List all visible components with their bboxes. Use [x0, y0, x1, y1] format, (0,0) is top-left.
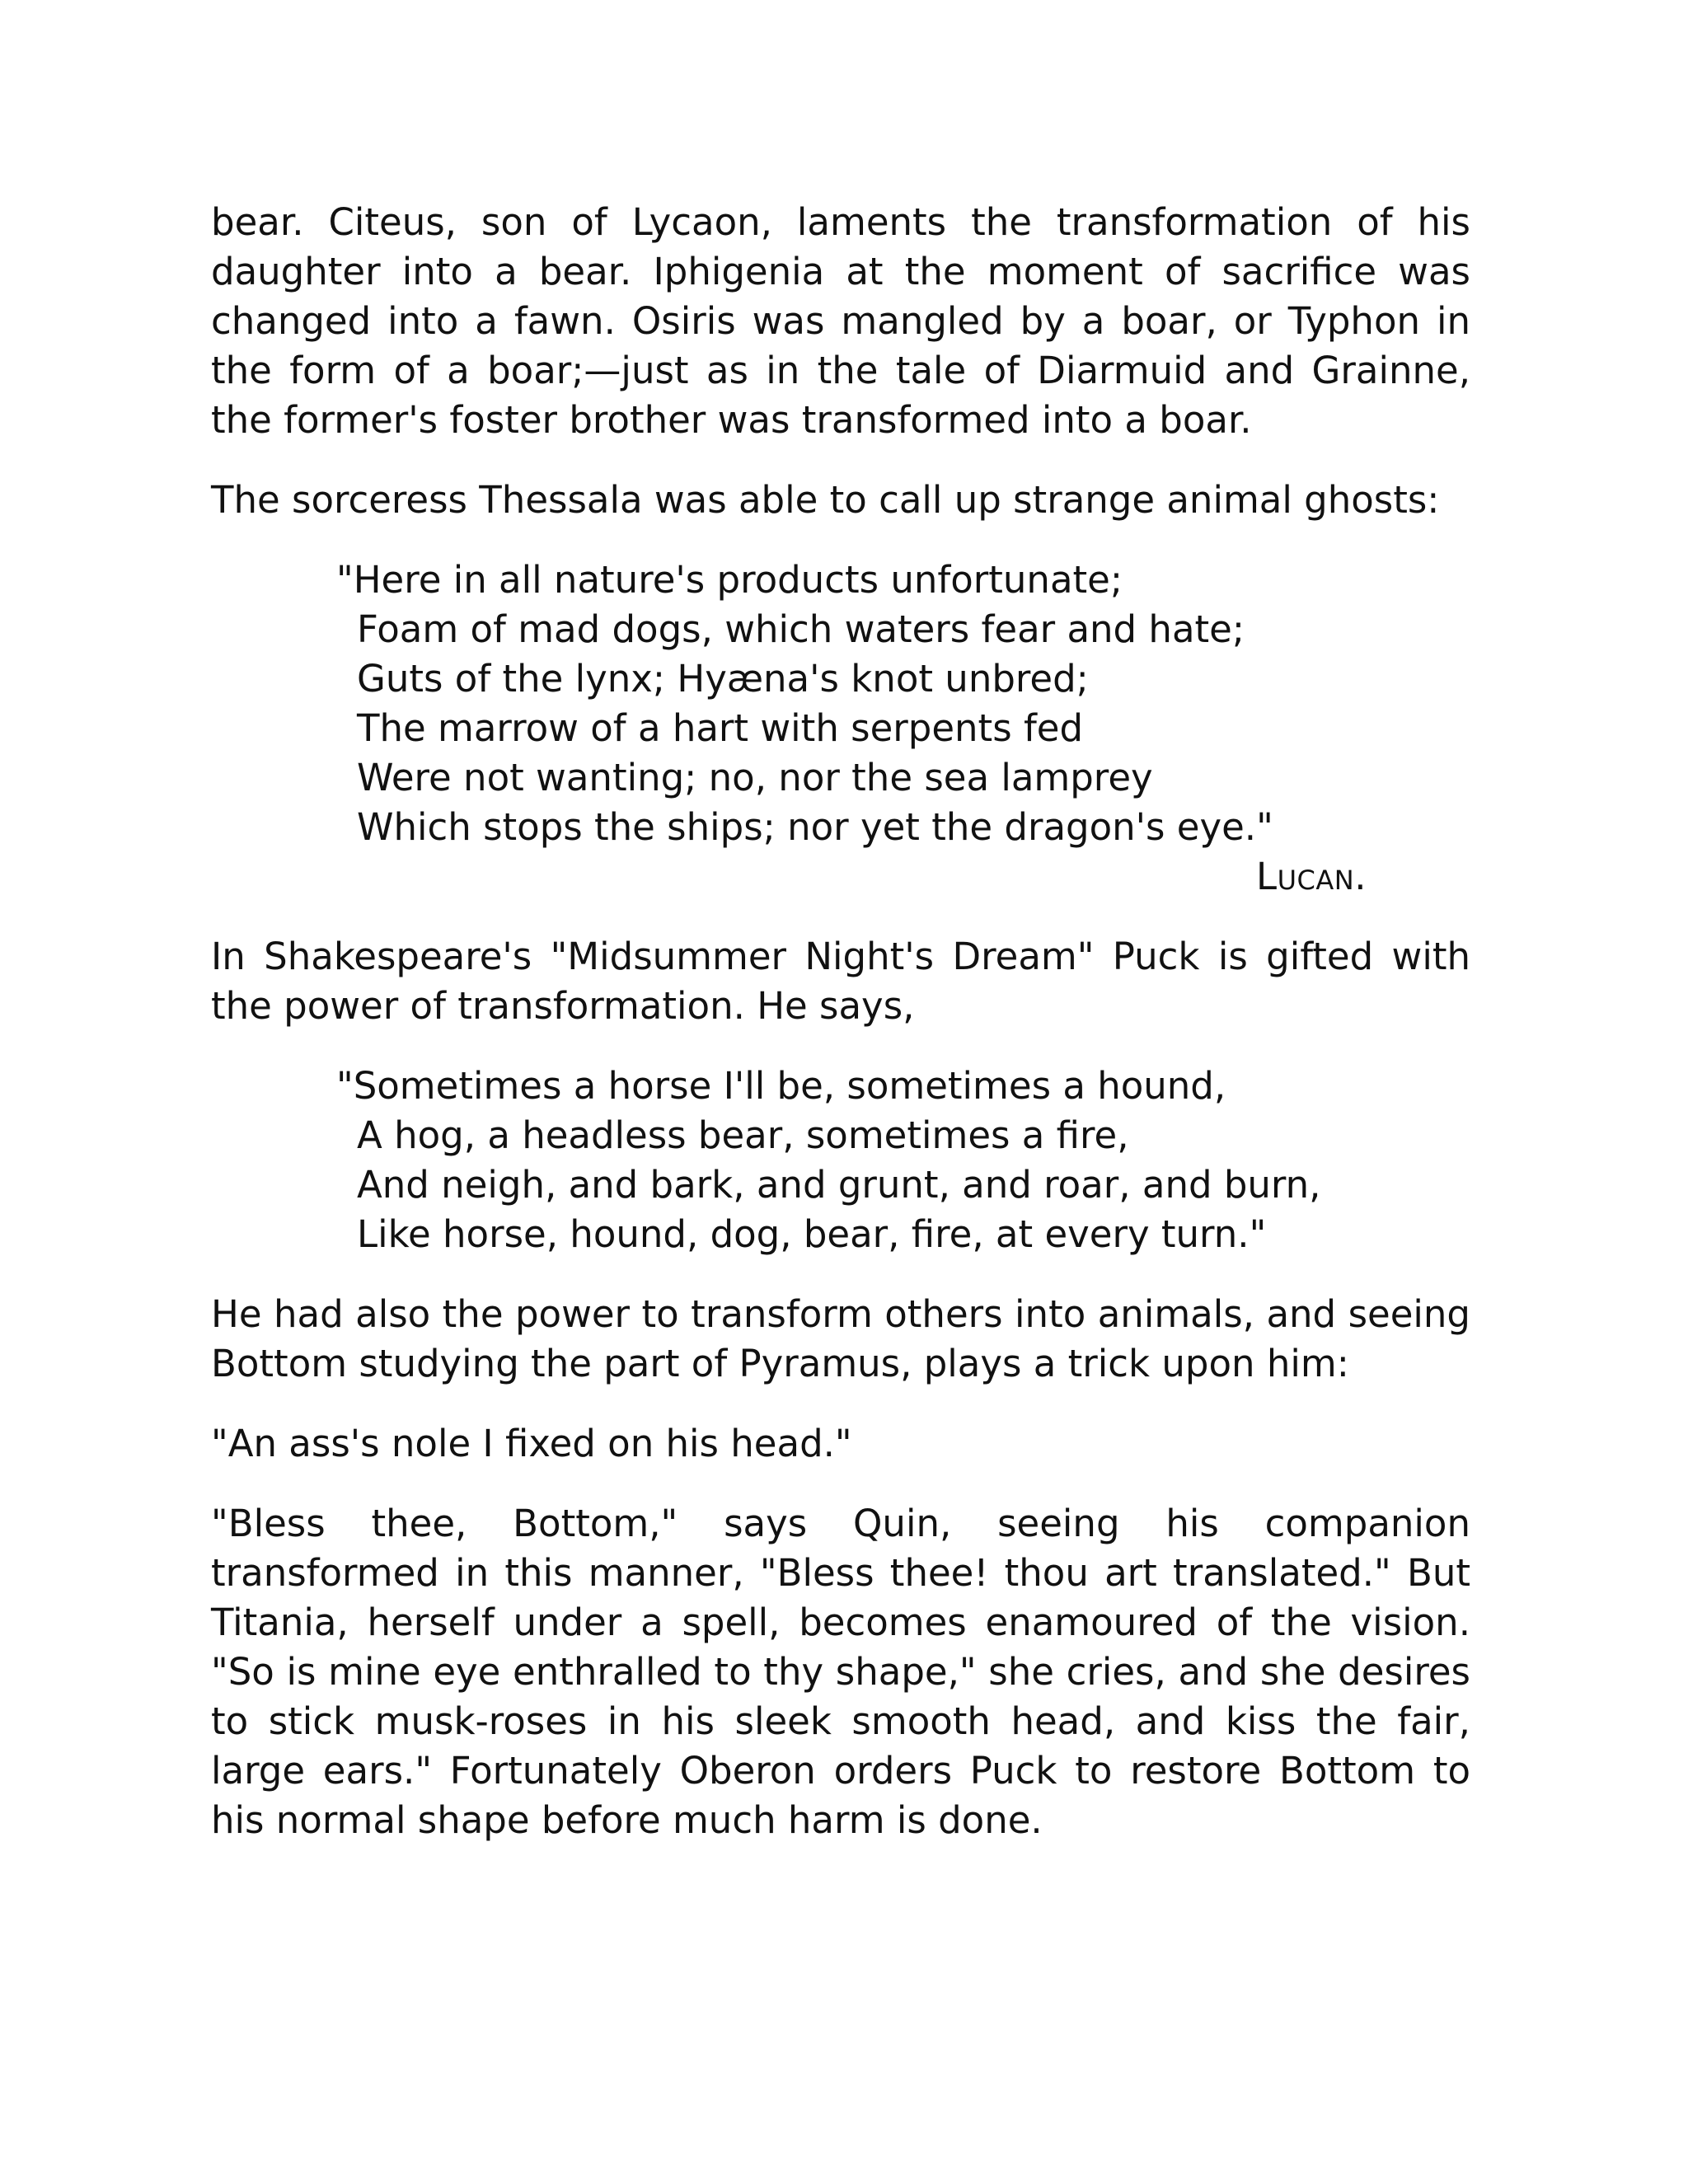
poem-puck — [211, 1062, 1470, 1259]
poem-line: Which stops the ships; nor yet the dragon's eye." — [357, 805, 1273, 849]
poem-line: A hog, a headless bear, sometimes a fire, — [357, 1113, 1129, 1157]
paragraph-ass-nole: "An ass's nole I fixed on his head." — [211, 1422, 852, 1465]
paragraph-thessala: The sorceress Thessala was able to call up strange animal ghosts: — [211, 478, 1440, 522]
poem-line: Foam of mad dogs, which waters fear and hate; — [357, 607, 1245, 651]
poem-line: And neigh, and bark, and grunt, and roar, and burn, — [357, 1163, 1321, 1207]
paragraph-titania: "Bless thee, Bottom," says Quin, seeing his companion transformed in this manner, "Bless thee! thou art translated." But Titania, herself under a spell, becomes enamoured of the vision. "So is mine eye enthralled to thy shape," she cries, and she desires to stick musk-roses in his sleek smooth head, and kiss the fair, large ears." Fortunately Oberon orders Puck to restore Bottom to his normal shape before much harm is done. — [211, 1502, 1470, 1842]
poem-line: "Sometimes a horse I'll be, sometimes a hound, — [336, 1064, 1226, 1108]
poem-line: Like horse, hound, dog, bear, fire, at every turn." — [357, 1212, 1267, 1256]
page-body — [211, 198, 1470, 1876]
poem-lucan — [211, 555, 1470, 902]
poem-line: Guts of the lynx; Hyæna's knot unbred; — [357, 657, 1089, 701]
paragraph-transformations: bear. Citeus, son of Lycaon, laments the transformation of his daughter into a bear. Iphigenia at the moment of sacrifice was changed into a fawn. Osiris was mangled by a boar, or Typhon in the form of a boar;—just as in the tale of Diarmuid and Grainne, the former's foster brother was transformed into a boar. — [211, 200, 1470, 442]
poem-attribution: Lucan. — [1256, 855, 1367, 898]
paragraph-bottom: He had also the power to transform others into animals, and seeing Bottom studying the part of Pyramus, plays a trick upon him: — [211, 1292, 1470, 1385]
paragraph-puck: In Shakespeare's "Midsummer Night's Dream" Puck is gifted with the power of transformation. He says, — [211, 935, 1470, 1028]
poem-line: "Here in all nature's products unfortunate; — [336, 558, 1123, 602]
poem-line: Were not wanting; no, nor the sea lamprey — [357, 756, 1153, 799]
poem-line: The marrow of a hart with serpents fed — [357, 706, 1084, 750]
